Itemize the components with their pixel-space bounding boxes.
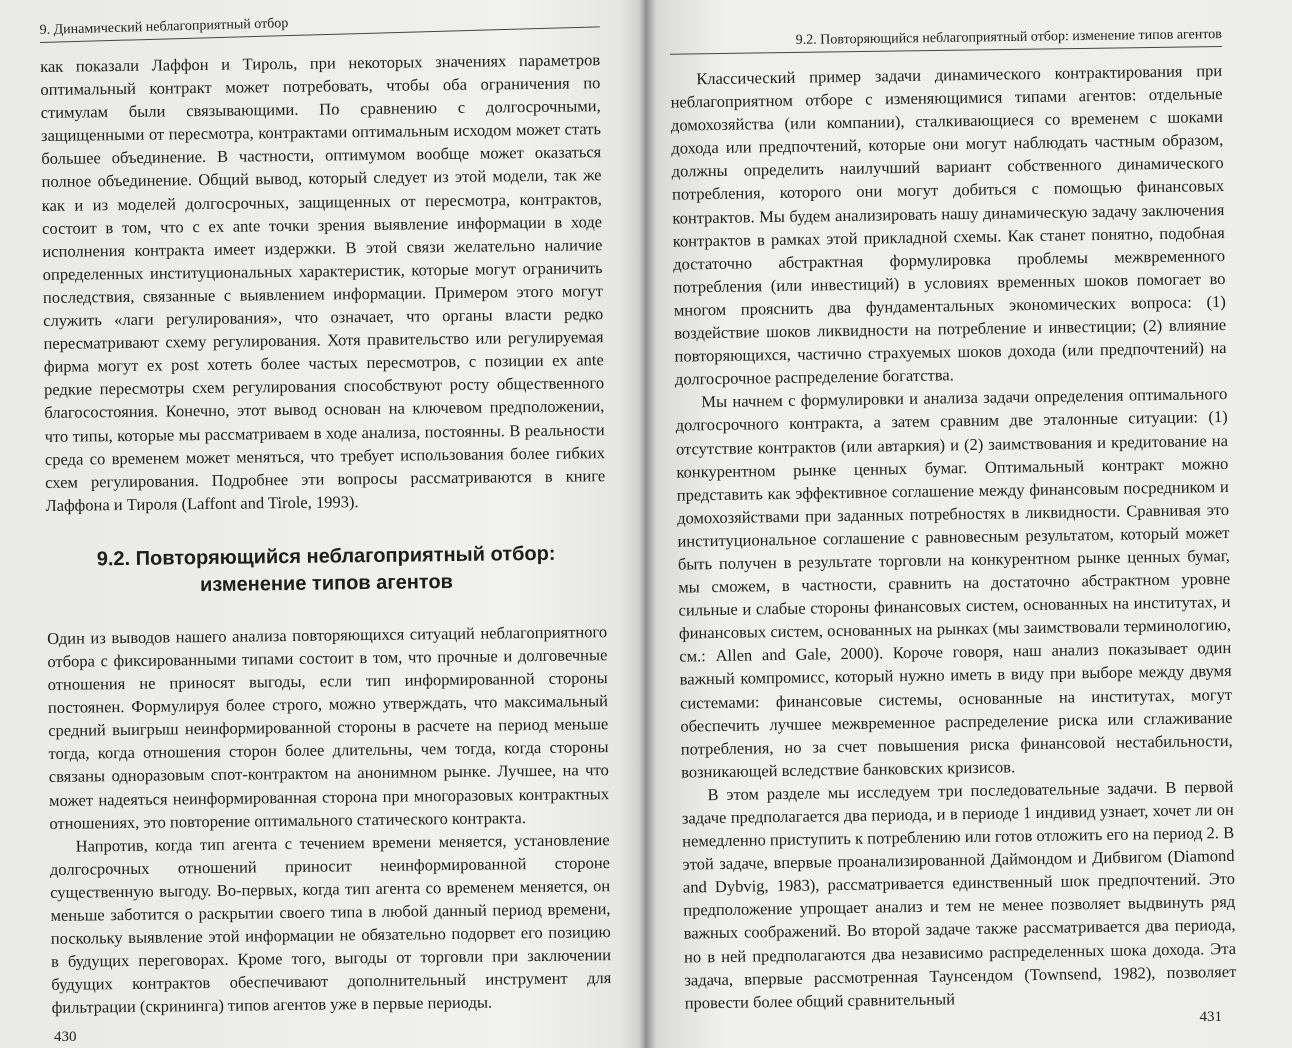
section-heading-line-2: изменение типов агентов — [199, 570, 454, 596]
right-page — [652, 0, 1292, 1048]
left-paragraph-3: Напротив, когда тип агента с течением времени меняется, установление долгосрочных отношений приносит неинформированной стороне существенную выгоду. Во-первых, когда тип агента со временем меняется, он меньше заботится о раскрытии своего типа в любой данный период времени, поскольку выявление этой информации не обязательно подорвет его позицию в будущих переговорах. Кроме того, выгоды от торговли при заключении будущих контрактов обеспечивают дополнительный инструмент для фильтрации (скрининга) типов агентов уже в первые периоды. — [49, 829, 612, 1018]
section-heading-line-1: 9.2. Повторяющийся неблагоприятный отбор: — [96, 542, 556, 571]
left-body-text — [40, 48, 612, 1019]
right-page-number: 431 — [1199, 1009, 1222, 1025]
left-paragraph-2: Один из выводов нашего анализа повторяющихся ситуаций неблагоприятного отбора с фиксированными типами состоит в том, что прочные и долговечные отношения не приносят выгоды, если тип информированной стороны постоянен. Формулируя более строго, можно утверждать, что максимальный средний выигрыш неинформированной стороны в расчете на период меньше тогда, когда отношения сторон более длительны, чем тогда, когда стороны связаны одноразовым спот-контрактом на анонимном рынке. Лучшее, на что может надеяться неинформированная сторона при многоразовых контрактных отношениях, это повторение оптимального статического контракта. — [47, 621, 610, 833]
right-running-head: 9.2. Повторяющийся неблагоприятный отбор: изменение типов агентов — [670, 26, 1222, 55]
right-paragraph-1: Классический пример задачи динамического контрактирования при неблагоприятном отборе с изменяющимися типами агентов: отдельные домохозяйства (или компании), сталкивающиеся со временем с шоками дохода или предпочтений, которые они могут наблюдать частным образом, должны определить наилучший вариант собственного динамического потребления, которого они могут добиться с помощью финансовых контрактов. Мы будем анализировать нашу динамическую задачу заключения контрактов в рамках этой прикладной схемы. Как станет понятно, подобная достаточно абстрактная формулировка проблемы межвременного потребления (или инвестиций) в условиях временных шоков помогает во многом прояснить два фундаментальных экономических вопроса: (1) воздействие шоков ликвидности на потребление и инвестиции; (2) влияние повторяющихся, частично страхуемых шоков дохода (или предпочтений) на долгосрочное распределение богатства. — [670, 60, 1227, 389]
right-body-text — [670, 59, 1237, 1014]
left-page — [0, 0, 640, 1048]
left-page-number: 430 — [54, 1029, 77, 1045]
right-paragraph-2: Мы начнем с формулировки и анализа задачи определения оптимального долгосрочного контракта, а затем сравним две эталонные ситуации: (1) отсутствие контрактов (или автаркия) и (2) заимствования и кредитование на конкурентном рынке ценных бумаг. Оптимальный контракт можно представить как эффективное соглашение между финансовым посредником и домохозяйствами при заданных потребностях в ликвидности. Сравнивая это институциональное соглашение с равновесным результатом, который может быть получен в результате торговли на конкурентном рынке ценных бумаг, мы сможем, в частности, сравнить на достаточно абстрактном уровне сильные и слабые стороны финансовых систем, основанных на институтах, и финансовых систем, основанных на рынках (мы заимствовали терминологию, см.: Allen and Gale, 2000). Короче говоря, наш анализ показывает один важный компромисс, который нужно иметь в виду при выборе между двумя системами: финансовые системы, основанные на институтах, могут обеспечить лучшее межвременное распределение риска или сглаживание потребления, но за счет повышения риска финансовой нестабильности, возникающей вследствие банковских кризисов. — [675, 384, 1233, 782]
right-paragraph-3: В этом разделе мы исследуем три последовательные задачи. В первой задаче предполагается два периода, и в периоде 1 индивид узнает, хочет ли он немедленно приступить к потреблению или готов отложить его на период 2. В этой задаче, впервые проанализированной Даймондом и Дибвигом (Diamond and Dybvig, 1983), рассматривается единственный шок предпочтений. Это предположение упрощает анализ и тем не менее позволяет выдвинуть ряд важных соображений. Во второй задаче также рассматривается два периода, но в ней предполагаются два независимо распределенных шока дохода. Эта задача, впервые рассмотренная Таунсендом (Townsend, 1982), позволяет провести более общий сравнительный — [681, 776, 1237, 1013]
left-running-head: 9. Динамический неблагоприятный отбор — [39, 6, 599, 43]
section-heading — [46, 540, 607, 601]
left-paragraph-1: как показали Лаффон и Тироль, при некоторых значениях параметров оптимальный контракт может потребовать, чтобы оба ограничения по стимулам были связывающими. По сравнению с долгосрочными, защищенными от пересмотра, контрактами оптимальным исходом может стать большее объединение. В частности, оптимумом вообще может оказаться полное объединение. Общий вывод, который следует из этой модели, так же как и из моделей долгосрочных, защищенных от пересмотра, контрактов, состоит в том, что с ex ante точки зрения выявление информации в ходе исполнения контракта имеет издержки. В этой связи желательно наличие определенных институциональных характеристик, которые могут ограничить последствия, связанные с выявлением информации. Примером этого могут служить «лаги регулирования», что означает, что органы власти редко пересматривают схему регулирования. Хотя правительство или регулируемая фирма могут ex post хотеть более частых пересмотров, с позиции ex ante редкие пересмотры схем регулирования способствуют росту общественного благосостояния. Конечно, этот вывод основан на ключевом предположении, что типы, которые мы рассматриваем в ходе анализа, постоянны. В реальности среда со временем может меняться, что требует использования более гибких схем регулирования. Подробнее эти вопросы рассматриваются в книге Лаффона и Тироля (Laffont and Tirole, 1993). — [40, 50, 606, 515]
